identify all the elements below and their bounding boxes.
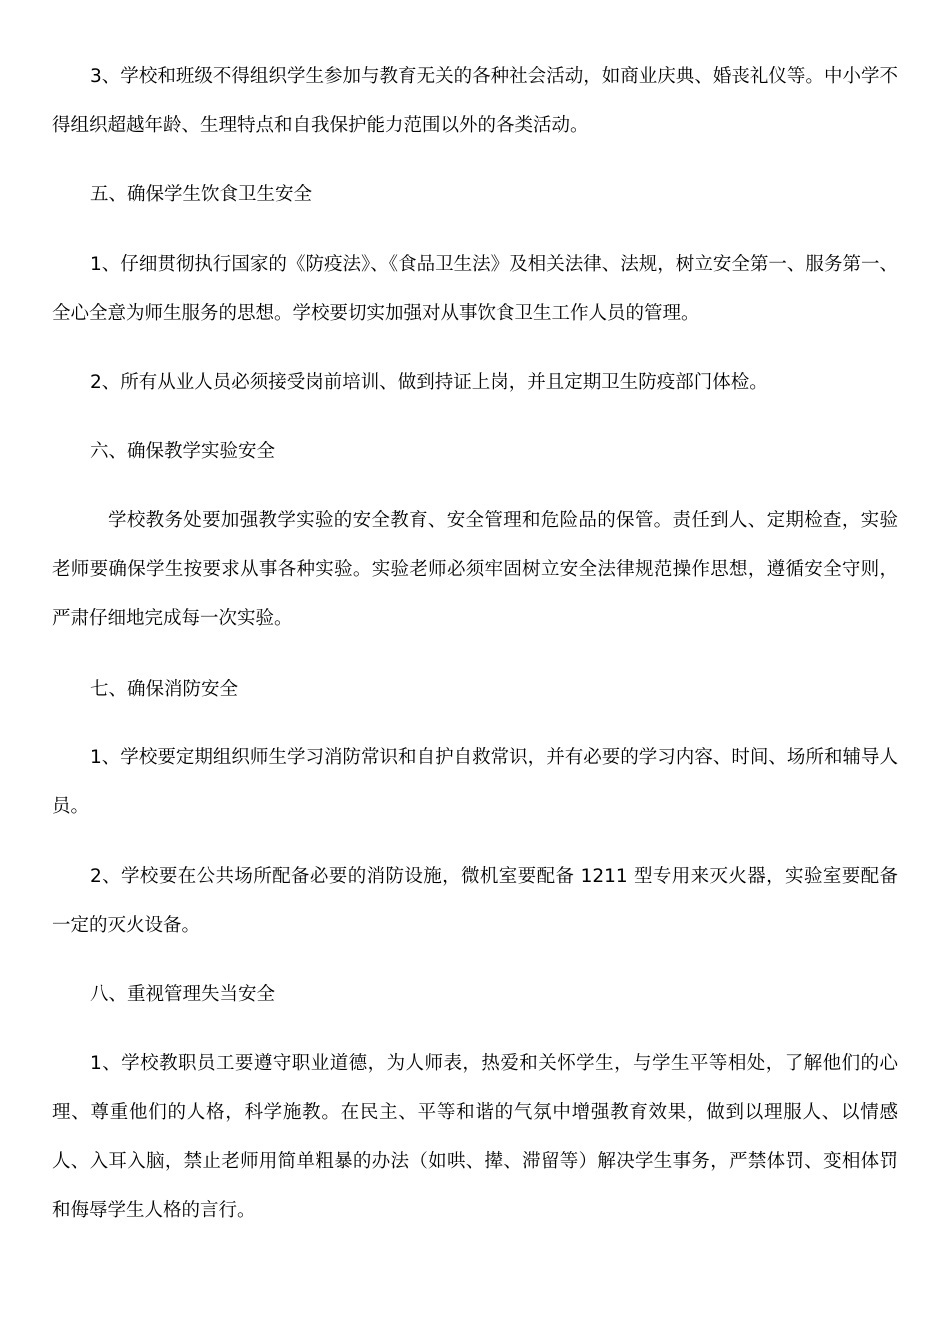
paragraph-staff-training: 2、所有从业人员必须接受岗前培训、做到持证上岗，并且定期卫生防疫部门体检。 [90, 372, 768, 393]
paragraph-fire-training: 1、学校要定期组织师生学习消防常识和自护自救常识，并有必要的学习内容、时间、场所和辅导人员。 [52, 747, 898, 817]
paragraph-fire-equipment: 2、学校要在公共场所配备必要的消防设施，微机室要配备 1211 型专用来灭火器，实验室要配备一定的灭火设备。 [52, 866, 898, 936]
paragraph-food-law: 1、仔细贯彻执行国家的《防疫法》、《食品卫生法》及相关法律、法规，树立安全第一、服务第一、全心全意为师生服务的思想。学校要切实加强对从事饮食卫生工作人员的管理。 [52, 254, 898, 324]
heading-fire-safety: 七、确保消防安全 [90, 679, 239, 700]
paragraph-activities: 3、学校和班级不得组织学生参加与教育无关的各种社会活动，如商业庆典、婚丧礼仪等。中小学不得组织超越年龄、生理特点和自我保护能力范围以外的各类活动。 [52, 66, 898, 136]
heading-management-safety: 八、重视管理失当安全 [90, 984, 276, 1005]
heading-experiment-safety: 六、确保教学实验安全 [90, 441, 276, 462]
paragraph-experiment: 学校教务处要加强教学实验的安全教育、安全管理和危险品的保管。责任到人、定期检查，实验老师要确保学生按要求从事各种实验。实验老师必须牢固树立安全法律规范操作思想，遵循安全守则，严肃仔细地完成每一次实验。 [52, 510, 898, 629]
paragraph-staff-ethics: 1、学校教职员工要遵守职业道德，为人师表，热爱和关怀学生，与学生平等相处，了解他们的心理、尊重他们的人格，科学施教。在民主、平等和谐的气氛中增强教育效果，做到以理服人、以情感人、入耳入脑，禁止老师用简单粗暴的办法（如哄、撵、滞留等）解决学生事务，严禁体罚、变相体罚和侮辱学生人格的言行。 [52, 1053, 898, 1221]
heading-food-safety: 五、确保学生饮食卫生安全 [90, 184, 313, 205]
